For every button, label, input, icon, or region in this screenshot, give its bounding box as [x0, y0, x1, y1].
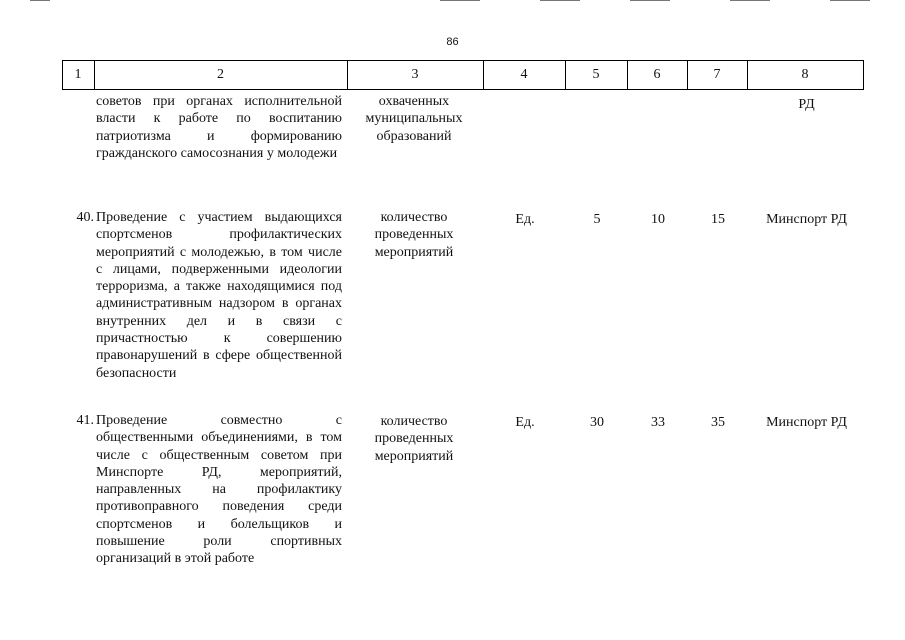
- row-indicator: количество проведенных мероприятий: [374, 210, 454, 260]
- column-header: 3: [411, 67, 419, 82]
- scan-line: [30, 0, 50, 1]
- column-header: 5: [592, 67, 600, 82]
- row-unit: Ед.: [515, 212, 535, 227]
- scan-line: [540, 0, 580, 1]
- row-number: 40.: [76, 210, 94, 225]
- table-header: [62, 60, 864, 90]
- row-number: 41.: [76, 413, 94, 428]
- row-value-col7: 35: [711, 415, 725, 430]
- row-value-col6: 33: [651, 415, 665, 430]
- column-header: 4: [520, 67, 528, 82]
- column-header: 6: [653, 67, 661, 82]
- scan-line: [440, 0, 480, 1]
- row-executor: Минспорт РД: [766, 212, 847, 227]
- row-unit: Ед.: [515, 415, 535, 430]
- page-number: 86: [446, 36, 459, 48]
- row-value-col7: 15: [711, 212, 725, 227]
- column-header: 7: [713, 67, 721, 82]
- row-indicator: охваченных муниципальных образований: [365, 94, 463, 144]
- column-header: 8: [801, 67, 809, 82]
- row-description: Проведение совместно с общественными объединениями, в том числе с общественным советом при Минспорте РД, мероприятий, направленных на профилактику противоправного поведения среди спортсменов и болельщиков и повышение роли спортивных организаций в этой работе: [96, 413, 342, 567]
- row-executor: Минспорт РД: [766, 415, 847, 430]
- row-value-col5: 5: [593, 212, 601, 227]
- column-header: 1: [74, 67, 82, 82]
- row-description: советов при органах исполнительной власти к работе по воспитанию патриотизма и формированию гражданского самосознания у молодежи: [96, 94, 342, 161]
- row-value-col6: 10: [651, 212, 665, 227]
- row-value-col5: 30: [590, 415, 604, 430]
- column-header: 2: [217, 67, 224, 82]
- row-indicator: количество проведенных мероприятий: [374, 414, 454, 464]
- scan-line: [630, 0, 670, 1]
- row-description: Проведение с участием выдающихся спортсменов профилактических мероприятий с молодежью, в том числе с лицами, подверженными идеологии терроризма, а также находящимися под административным надзором в органах внутренних дел и в связи с причастностью к совершению правонарушений в сфере общественной безопасности: [96, 210, 342, 381]
- scan-line: [830, 0, 870, 1]
- row-executor: РД: [798, 97, 815, 112]
- scan-line: [730, 0, 770, 1]
